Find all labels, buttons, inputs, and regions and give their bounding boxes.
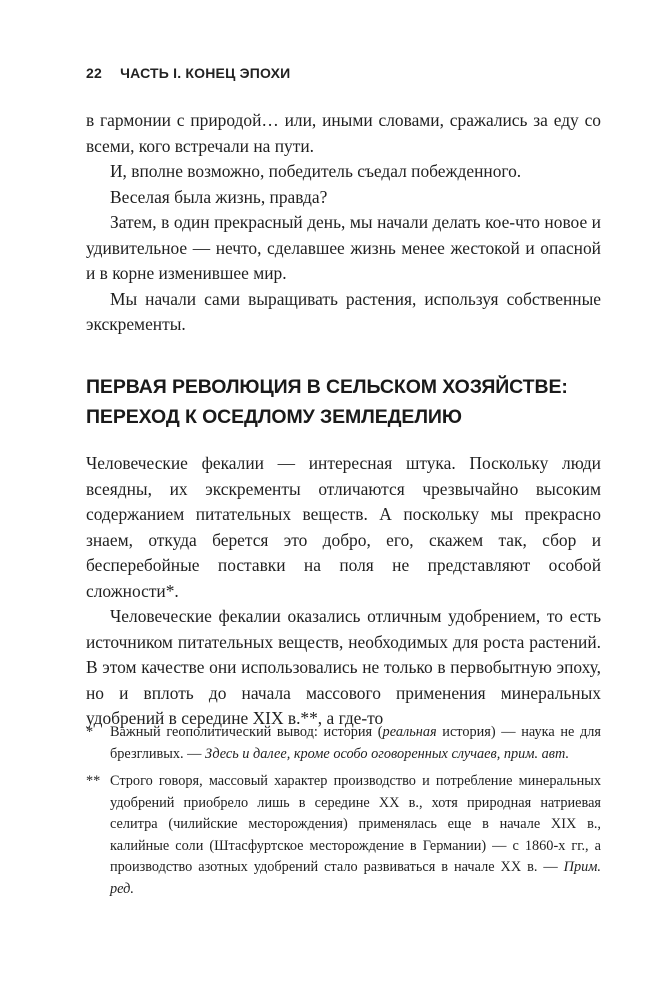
footnote [86,722,601,765]
running-title: ЧАСТЬ I. КОНЕЦ ЭПОХИ [120,65,291,81]
paragraph: в гармонии с природой… или, иными словами, сражались за еду со всеми, кого встречали на пути. [86,110,601,156]
section-heading [86,372,606,432]
footnote [86,771,601,900]
running-header [86,65,290,81]
footnote-mark: ** [86,773,101,789]
paragraph: Человеческие фекалии оказались отличным удобрением, то есть источником питательных веществ, необходимых для роста растений. В этом качестве они использовались не только в первобытную эпоху, но и вплоть до начала массового применения минеральных удобрений в середине XIX в.**, а где-то [86,606,601,728]
body-text-block-1 [86,108,601,338]
paragraph: Затем, в один прекрасный день, мы начали делать кое-что новое и удивительное — нечто, сделавшее жизнь менее жестокой и опасной и в корне изменившее мир. [86,212,601,283]
paragraph: И, вполне возможно, победитель съедал побежденного. [110,161,522,181]
paragraph: Веселая была жизнь, правда? [110,186,328,207]
section-heading-line-1: ПЕРВАЯ РЕВОЛЮЦИЯ В СЕЛЬСКОМ ХОЗЯЙСТВЕ: [86,376,568,398]
footnotes [86,722,601,906]
paragraph: Мы начали сами выращивать растения, используя собственные экскременты. [86,288,601,334]
footnote-text: Важный геополитический вывод: история (реальная история) — наука не для брезгливых. — Здесь и далее, кроме особо оговоренных случаев, прим. авт. [110,724,601,762]
footnote-text: Строго говоря, массовый характер производство и потребление минеральных удобрений приобрело лишь в середине XX в., хотя природная натриевая селитра (чилийские месторождения) применялась еще в начале XIX в., калийные соли (Штасфуртское месторождение в Германии) — с 1860-х гг., а производство азотных удобрений стало развиваться в начале XX в. — Прим. ред. [110,773,601,897]
footnote-mark: * [86,724,94,740]
page-number: 22 [86,65,102,81]
paragraph: Человеческие фекалии — интересная штука. Поскольку люди всеядны, их экскременты отличаются чрезвычайно высоким содержанием питательных веществ. А поскольку мы прекрасно знаем, откуда берется это добро, его, скажем так, сбор и бесперебойные поставки на поля не представляют особой сложности*. [86,453,601,601]
body-text-block-2 [86,451,601,732]
section-heading-line-2: ПЕРЕХОД К ОСЕДЛОМУ ЗЕМЛЕДЕЛИЮ [86,406,462,428]
